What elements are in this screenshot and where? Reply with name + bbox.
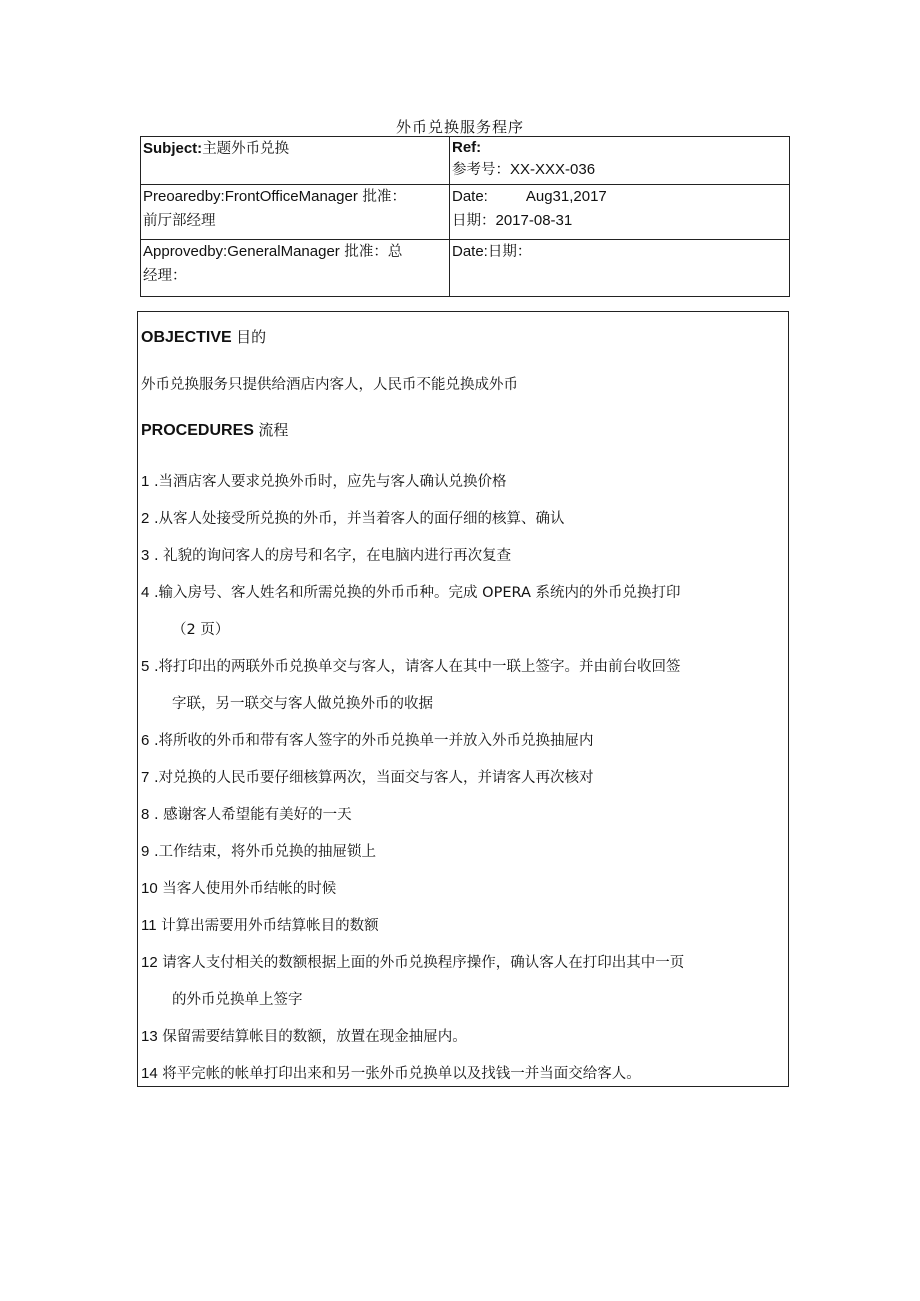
step-text: 当客人使用外币结帐的时候 (157, 881, 337, 897)
approved-by-cn-2: 经理： (143, 268, 187, 284)
step-text: .输入房号、客人姓名和所需兑换的外币币种。完成 OPERA 系统内的外币兑换打印 (149, 585, 681, 601)
procedure-step (141, 500, 781, 538)
step-text: .工作结束，将外币兑换的抽屉锁上 (149, 844, 377, 860)
step-number: 2 (141, 510, 150, 527)
procedure-step (141, 1018, 781, 1056)
step-text-continued: （2 页） (172, 622, 230, 638)
procedure-step (141, 463, 781, 501)
step-text-continued: 字联，另一联交与客人做兑换外币的收据 (172, 696, 433, 712)
approved-date-cn: 日期： (487, 244, 532, 260)
procedures-heading (141, 419, 288, 440)
approved-date-cell (450, 240, 790, 297)
date-cn-label: 日期： (452, 213, 496, 229)
subject-cell (141, 137, 450, 185)
prepared-by-cell (141, 185, 450, 240)
ref-cn-label: 参考号： (452, 162, 510, 178)
step-number: 12 (141, 954, 158, 971)
step-text-continued: 的外币兑换单上签字 (172, 992, 303, 1008)
step-number: 7 (141, 769, 150, 786)
approved-by-cell (141, 240, 450, 297)
procedure-step (141, 796, 781, 834)
step-text: .对兑换的人民币要仔细核算两次，当面交与客人，并请客人再次核对 (149, 770, 594, 786)
procedure-step (141, 870, 781, 908)
prepared-by-cn-1: 批准： (362, 189, 406, 205)
step-number: 3 (141, 547, 150, 564)
approved-by-cn-1: 批准：总 (344, 244, 403, 260)
prepared-by-en: Preoaredby:FrontOfficeManager (143, 188, 358, 205)
objective-heading-cn: 目的 (236, 328, 267, 346)
step-number: 5 (141, 658, 150, 675)
header-table (140, 136, 790, 297)
step-text: 计算出需要用外币结算帐目的数额 (156, 918, 379, 934)
step-text: 将平完帐的帐单打印出来和另一张外币兑换单以及找钱一并当面交给客人。 (157, 1066, 641, 1082)
procedure-step (141, 722, 781, 760)
procedure-step (141, 833, 781, 871)
step-text: 请客人支付相关的数额根据上面的外币兑换程序操作，确认客人在打印出其中一页 (157, 955, 685, 971)
ref-value: XX-XXX-036 (510, 161, 596, 178)
date-cn-value: 2017-08-31 (495, 212, 573, 229)
date-value: Aug31,2017 (525, 188, 607, 205)
procedure-step (141, 944, 781, 1019)
step-text: .从客人处接受所兑换的外币，并当着客人的面仔细的核算、确认 (149, 511, 565, 527)
ref-cell (450, 137, 790, 185)
procedure-step (141, 1055, 781, 1093)
procedure-step (141, 648, 781, 723)
procedure-step (141, 574, 781, 649)
step-text: .将打印出的两联外币兑换单交与客人，请客人在其中一联上签字。并由前台收回签 (149, 659, 681, 675)
date-label: Date: (452, 188, 488, 205)
objective-heading (141, 326, 266, 347)
step-text: . 感谢客人希望能有美好的一天 (149, 807, 352, 823)
step-number: 4 (141, 584, 150, 601)
objective-text: 外币兑换服务只提供给酒店内客人，人民币不能兑换成外币 (141, 377, 518, 393)
step-number: 11 (141, 917, 157, 934)
subject-value: 主题外币兑换 (202, 141, 290, 157)
objective-heading-en: OBJECTIVE (141, 329, 232, 346)
step-text: .将所收的外币和带有客人签字的外币兑换单一并放入外币兑换抽屉内 (149, 733, 594, 749)
step-number: 6 (141, 732, 150, 749)
procedure-step (141, 537, 781, 575)
step-text: 保留需要结算帐目的数额，放置在现金抽屉内。 (157, 1029, 467, 1045)
step-number: 13 (141, 1028, 158, 1045)
document-title: 外币兑换服务程序 (395, 118, 524, 136)
content-box (137, 311, 789, 1087)
approved-date-label: Date: (452, 243, 488, 260)
step-text: .当酒店客人要求兑换外币时，应先与客人确认兑换价格 (149, 474, 507, 490)
step-number: 10 (141, 880, 158, 897)
ref-label: Ref: (452, 139, 482, 156)
subject-label: Subject: (143, 140, 203, 157)
prepared-by-cn-2: 前厅部经理 (143, 213, 216, 229)
procedures-heading-en: PROCEDURES (141, 422, 254, 439)
approved-by-en: Approvedby:GeneralManager (143, 243, 340, 260)
step-number: 14 (141, 1065, 158, 1082)
step-text: . 礼貌的询问客人的房号和名字，在电脑内进行再次复查 (149, 548, 512, 564)
procedure-step (141, 759, 781, 797)
step-number: 8 (141, 806, 150, 823)
step-number: 1 (141, 473, 150, 490)
step-number: 9 (141, 843, 150, 860)
date-cell (450, 185, 790, 240)
procedure-step (141, 907, 781, 945)
procedures-heading-cn: 流程 (258, 421, 289, 439)
